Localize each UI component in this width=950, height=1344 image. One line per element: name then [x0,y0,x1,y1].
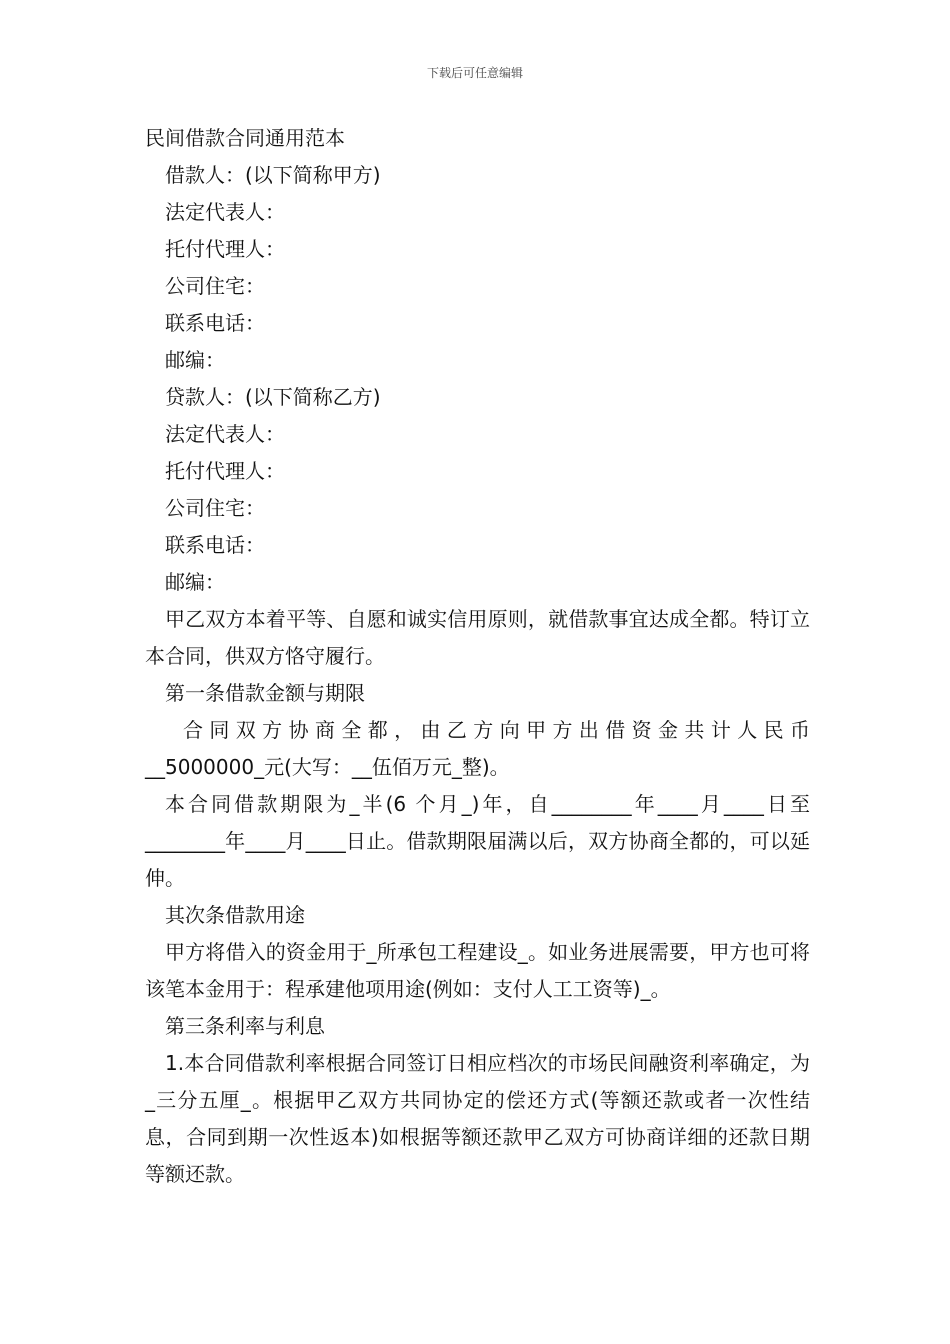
article1-paragraph1-line1: 合同双方协商全都，由乙方向甲方出借资金共计人民币 [183,718,810,742]
lender-address: 公司住宅： [165,496,265,520]
borrower-zip: 邮编： [165,348,225,372]
lender-agent: 托付代理人： [165,459,285,483]
lender-phone: 联系电话： [165,533,265,557]
borrower-legal-rep: 法定代表人： [165,200,285,224]
lender-legal-rep: 法定代表人： [165,422,285,446]
article3-title: 第三条利率与利息 [165,1014,325,1038]
article1-title: 第一条借款金额与期限 [165,681,365,705]
document-body [145,120,810,1193]
intro-paragraph: 甲乙双方本着平等、自愿和诚实信用原则，就借款事宜达成全都。特订立本合同，供双方恪守履行。 [145,607,810,668]
article1-paragraph2: 本合同借款期限为_半(6 个月_)年，自________年____月____日至________年____月____日止。借款期限届满以后，双方协商全都的，可以延伸。 [145,792,810,890]
article2-title: 其次条借款用途 [165,903,305,927]
article2-paragraph1: 甲方将借入的资金用于_所承包工程建设_。如业务进展需要，甲方也可将该笔本金用于：程承建他项用途(例如：支付人工工资等)_。 [145,940,810,1001]
borrower-phone: 联系电话： [165,311,265,335]
document-title: 民间借款合同通用范本 [145,126,345,150]
article3-paragraph1: 1.本合同借款利率根据合同签订日相应档次的市场民间融资利率确定，为_三分五厘_。根据甲乙双方共同协定的偿还方式(等额还款或者一次性结息，合同到期一次性返本)如根据等额还款甲乙双方可协商详细的还款日期等额还款。 [145,1051,810,1186]
borrower-agent: 托付代理人： [165,237,285,261]
page-header: 下载后可任意编辑 [426,66,523,80]
lender-zip: 邮编： [165,570,225,594]
borrower-line: 借款人：(以下简称甲方) [165,163,381,187]
lender-line: 贷款人：(以下简称乙方) [165,385,381,409]
borrower-address: 公司住宅： [165,274,265,298]
article1-paragraph1-line2: __5000000_元(大写：__伍佰万元_整)。 [145,755,510,779]
